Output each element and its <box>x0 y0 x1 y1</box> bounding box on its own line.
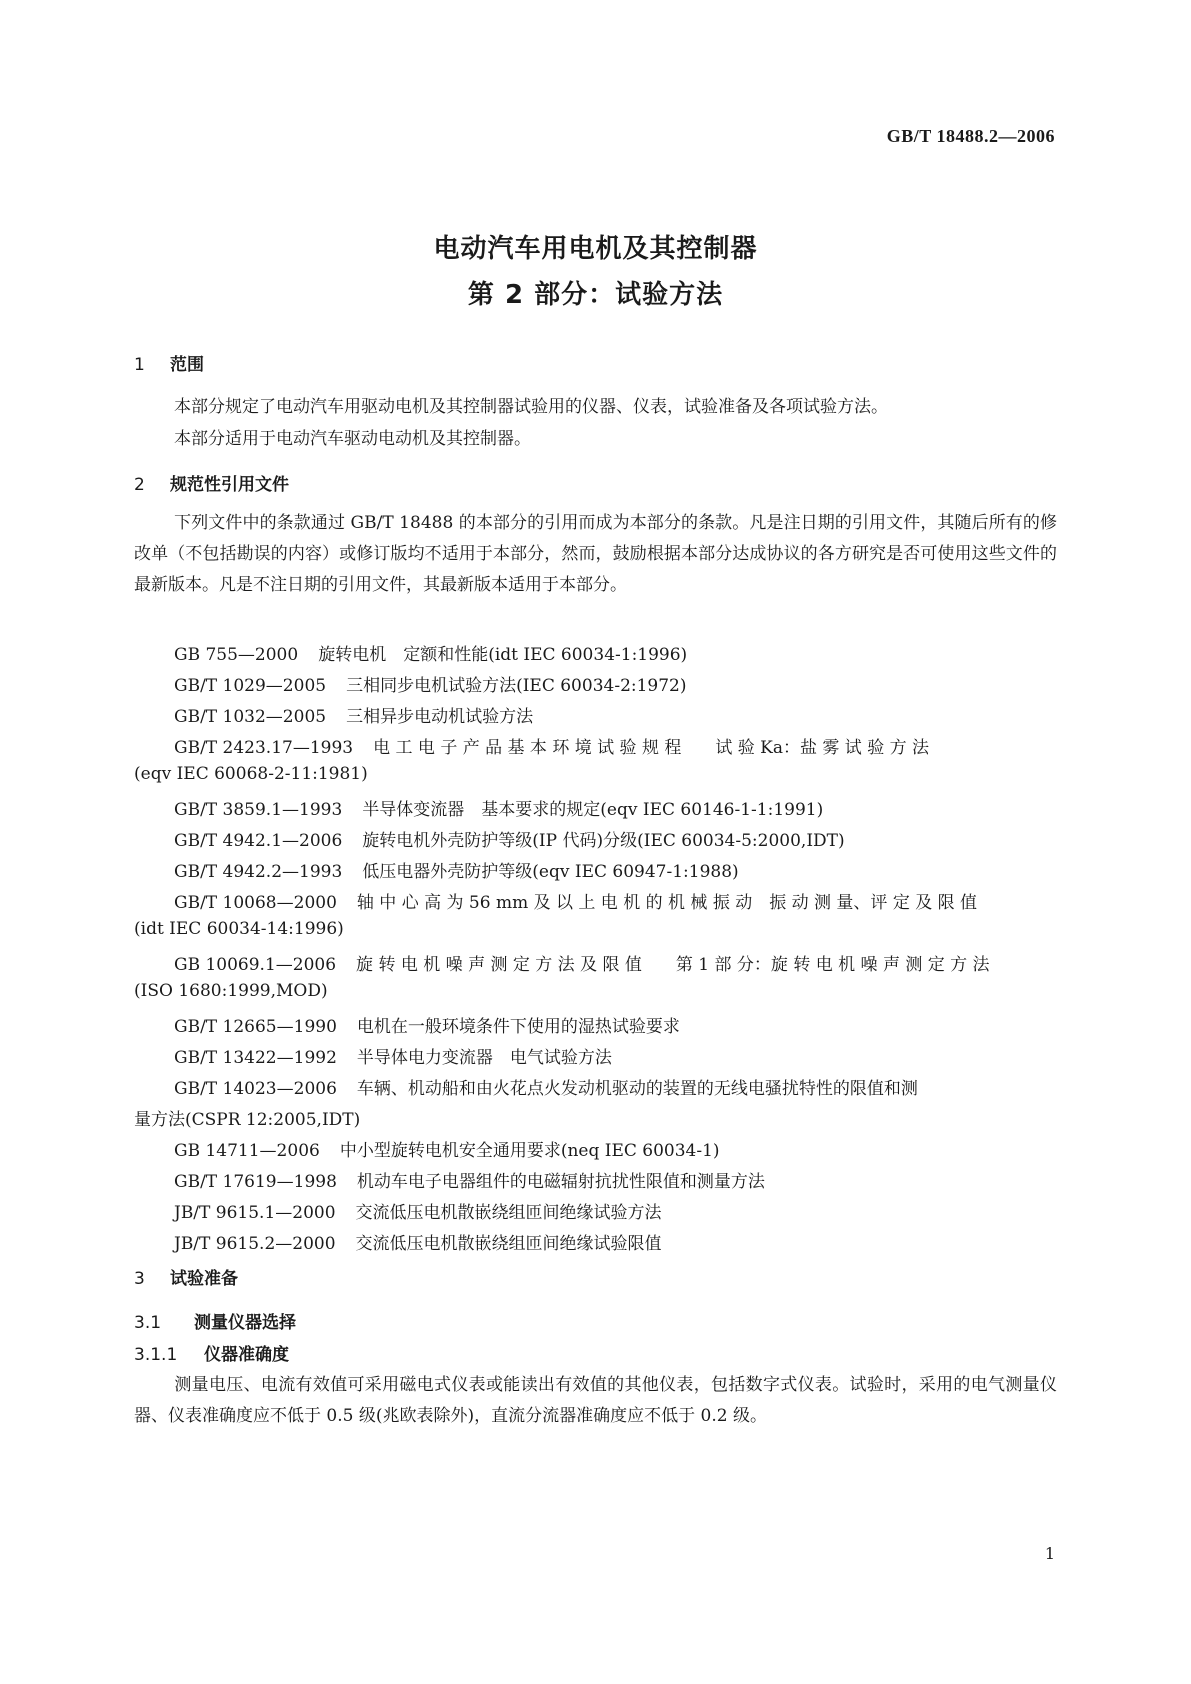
section-2-heading <box>134 470 289 495</box>
reference-code: GB/T 4942.1—2006 <box>174 831 343 851</box>
section-3-1-1-text: 测量电压、电流有效值可采用磁电式仪表或能读出有效值的其他仪表，包括数字式仪表。试验时，采用的电气测量仪器、仪表准确度应不低于 0.5 级(兆欧表除外)，直流分流器准确度应不低于 0.2 级。 <box>134 1375 1057 1426</box>
reference-code: GB/T 17619—1998 <box>174 1172 337 1192</box>
reference-item <box>174 795 1057 820</box>
section-number: 3.1 <box>134 1313 162 1333</box>
reference-continuation: 量方法(CSPR 12:2005,IDT) <box>134 1110 361 1130</box>
reference-title: 电机在一般环境条件下使用的湿热试验要求 <box>356 1017 680 1037</box>
reference-title: 交流低压电机散嵌绕组匝间绝缘试验方法 <box>355 1203 662 1223</box>
reference-title: 旋转电机 定额和性能(idt IEC 60034-1:1996) <box>318 645 688 665</box>
document-subtitle: 第 2 部分：试验方法 <box>467 280 724 310</box>
reference-title: 车辆、机动船和由火花点火发动机驱动的装置的无线电骚扰特性的限值和测 <box>356 1079 918 1099</box>
reference-item <box>174 671 1057 696</box>
section-title: 仪器准确度 <box>204 1345 289 1365</box>
page-number: 1 <box>1044 1544 1055 1563</box>
section-1-paragraph-2: 本部分适用于电动汽车驱动电动机及其控制器。 <box>174 429 531 449</box>
reference-code: GB/T 14023—2006 <box>174 1079 337 1099</box>
section-number: 1 <box>134 355 145 375</box>
reference-title: 电 工 电 子 产 品 基 本 环 境 试 验 规 程 试 验 Ka：盐 雾 试 验 方 法 <box>373 738 930 758</box>
reference-item <box>174 826 1057 851</box>
section-3-1-1-heading <box>134 1340 289 1365</box>
reference-code: GB 10069.1—2006 <box>174 955 337 975</box>
reference-item <box>174 1012 1057 1037</box>
reference-item <box>174 1229 1057 1254</box>
reference-code: GB/T 3859.1—1993 <box>174 800 343 820</box>
reference-code: GB/T 13422—1992 <box>174 1048 337 1068</box>
reference-code: GB 14711—2006 <box>174 1141 320 1161</box>
reference-title: 半导体变流器 基本要求的规定(eqv IEC 60146-1-1:1991) <box>362 800 824 820</box>
section-title: 范围 <box>170 355 204 375</box>
reference-title: 旋 转 电 机 噪 声 测 定 方 法 及 限 值 第 1 部 分：旋 转 电 机 噪 声 测 定 方 法 <box>356 955 990 975</box>
reference-code: GB/T 4942.2—1993 <box>174 862 343 882</box>
reference-title: 旋转电机外壳防护等级(IP 代码)分级(IEC 60034-5:2000,IDT) <box>362 831 845 851</box>
section-number: 3.1.1 <box>134 1345 178 1365</box>
reference-title: 轴 中 心 高 为 56 mm 及 以 上 电 机 的 机 械 振 动 振 动 测 量、评 定 及 限 值 <box>356 893 978 913</box>
section-number: 3 <box>134 1269 145 1289</box>
reference-code: JB/T 9615.1—2000 <box>174 1203 336 1223</box>
reference-continuation: (eqv IEC 60068-2-11:1981) <box>134 764 368 784</box>
reference-item <box>174 1136 1057 1161</box>
reference-item <box>174 733 1057 758</box>
reference-item <box>174 888 1057 913</box>
reference-code: GB/T 1029—2005 <box>174 676 327 696</box>
reference-item <box>174 640 1057 665</box>
section-1-heading <box>134 350 204 375</box>
reference-item <box>174 1167 1057 1192</box>
reference-title: 机动车电子电器组件的电磁辐射抗扰性限值和测量方法 <box>356 1172 765 1192</box>
standard-number: GB/T 18488.2—2006 <box>886 126 1055 146</box>
reference-item <box>174 702 1057 727</box>
section-title: 规范性引用文件 <box>170 475 289 495</box>
reference-item <box>174 1198 1057 1223</box>
reference-code: GB 755—2000 <box>174 645 299 665</box>
section-1-paragraph-1: 本部分规定了电动汽车用驱动电机及其控制器试验用的仪器、仪表，试验准备及各项试验方法。 <box>174 397 888 417</box>
reference-item <box>174 1043 1057 1068</box>
section-2-intro <box>134 508 1057 601</box>
reference-item <box>174 1074 1057 1099</box>
section-3-1-1-paragraph <box>134 1370 1057 1432</box>
section-number: 2 <box>134 475 145 495</box>
reference-continuation: (idt IEC 60034-14:1996) <box>134 919 344 939</box>
reference-code: GB/T 12665—1990 <box>174 1017 337 1037</box>
reference-title: 交流低压电机散嵌绕组匝间绝缘试验限值 <box>355 1234 662 1254</box>
document-title: 电动汽车用电机及其控制器 <box>433 234 758 264</box>
reference-code: GB/T 1032—2005 <box>174 707 327 727</box>
reference-continuation: (ISO 1680:1999,MOD) <box>134 981 328 1001</box>
reference-code: GB/T 2423.17—1993 <box>174 738 354 758</box>
reference-code: GB/T 10068—2000 <box>174 893 337 913</box>
reference-title: 三相异步电动机试验方法 <box>346 707 534 727</box>
reference-title: 中小型旋转电机安全通用要求(neq IEC 60034-1) <box>339 1141 720 1161</box>
reference-item <box>174 857 1057 882</box>
section-title: 试验准备 <box>170 1269 238 1289</box>
reference-title: 三相同步电机试验方法(IEC 60034-2:1972) <box>346 676 687 696</box>
section-3-1-heading <box>134 1308 296 1333</box>
section-title: 测量仪器选择 <box>194 1313 296 1333</box>
section-3-heading <box>134 1264 238 1289</box>
section-2-intro-text: 下列文件中的条款通过 GB/T 18488 的本部分的引用而成为本部分的条款。凡是注日期的引用文件，其随后所有的修改单（不包括勘误的内容）或修订版均不适用于本部分，然而，鼓励根据本部分达成协议的各方研究是否可使用这些文件的最新版本。凡是不注日期的引用文件，其最新版本适用于本部分。 <box>134 513 1057 595</box>
reference-title: 半导体电力变流器 电气试验方法 <box>356 1048 612 1068</box>
reference-title: 低压电器外壳防护等级(eqv IEC 60947-1:1988) <box>362 862 739 882</box>
reference-item <box>174 950 1057 975</box>
reference-code: JB/T 9615.2—2000 <box>174 1234 336 1254</box>
